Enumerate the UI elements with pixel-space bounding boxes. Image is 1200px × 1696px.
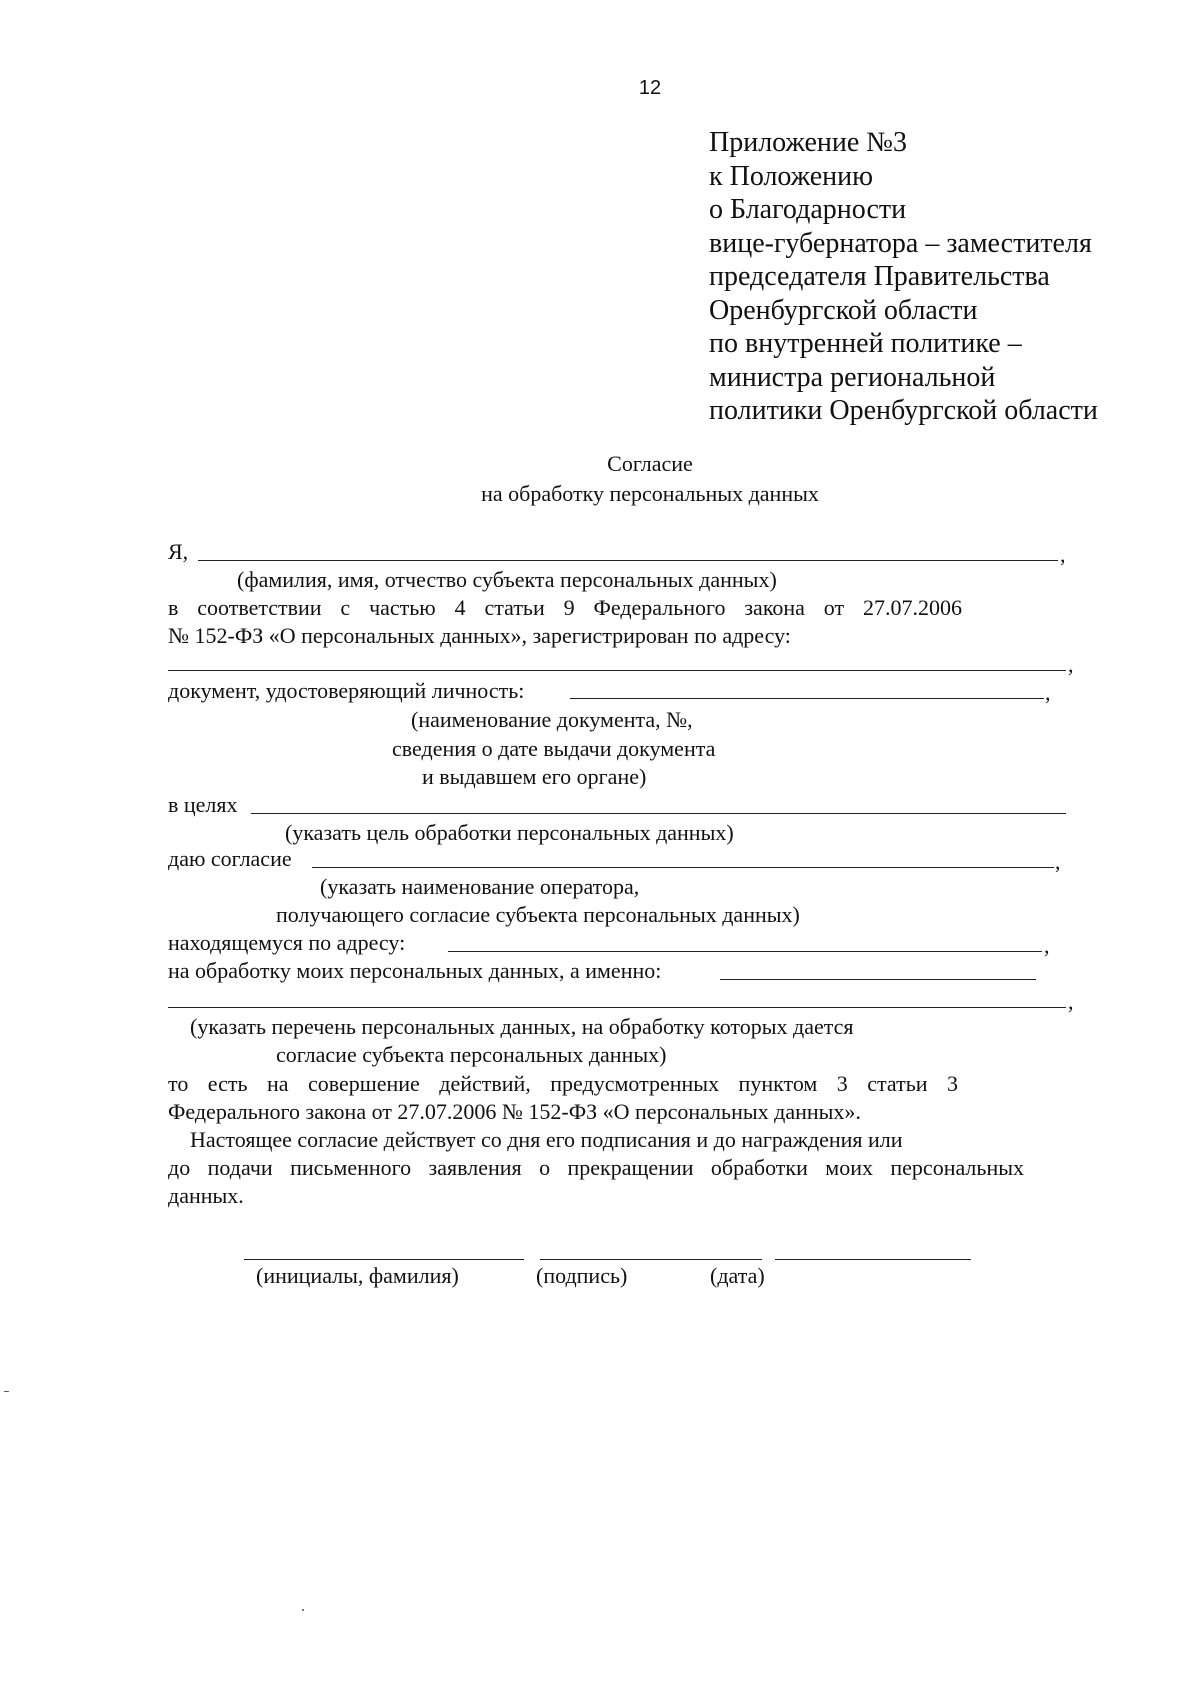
comma: , [1068,989,1074,1014]
document-hint-line: сведения о дате выдачи документа [392,736,716,761]
identity-document-field-line[interactable] [570,698,1044,699]
date-field-line[interactable] [775,1259,971,1260]
purpose-field-line[interactable] [251,813,1066,814]
appendix-line: Оренбургской области [709,294,978,326]
personal-data-list-field-line[interactable] [168,1007,1066,1008]
document-hint-line: и выдавшем его органе) [422,764,647,789]
law-reference-address: № 152-ФЗ «О персональных данных», зарегистрирован по адресу: [168,623,791,648]
comma: , [1045,680,1051,705]
i-label: Я, [168,539,189,564]
identity-document-label: документ, удостоверяющий личность: [168,678,525,703]
purpose-hint: (указать цель обработки персональных данных) [285,820,734,845]
scan-speck [4,1391,9,1392]
appendix-line: вице-губернатора – заместителя [709,227,1092,259]
appendix-line: политики Оренбургской области [709,395,1098,426]
signature-field-line[interactable] [540,1259,762,1260]
personal-data-hint-line: согласие субъекта персональных данных) [276,1042,667,1067]
personal-data-label: на обработку моих персональных данных, а именно: [168,958,662,983]
document-title: Согласие [607,451,693,476]
appendix-line: министра региональной [709,361,996,393]
personal-data-hint-line: (указать перечень персональных данных, на обработку которых дается [190,1014,854,1039]
appendix-line: к Положению [709,160,874,192]
comma: , [1068,652,1074,677]
initials-caption: (инициалы, фамилия) [256,1263,459,1288]
operator-hint-line: (указать наименование оператора, [320,874,640,899]
operator-address-field-line[interactable] [448,951,1042,952]
fio-hint: (фамилия, имя, отчество субъекта персональных данных) [237,567,777,592]
validity-line: до подачи письменного заявления о прекращении обработки моих персональных [168,1155,1024,1180]
operator-hint-line: получающего согласие субъекта персональных данных) [276,902,800,927]
validity-line: данных. [168,1183,244,1208]
comma: , [1044,933,1050,958]
appendix-line: Приложение №3 [709,127,907,158]
appendix-line: председателя Правительства [709,261,1050,292]
validity-line: Настоящее согласие действует со дня его подписания и до награждения или [190,1127,903,1152]
document-subtitle: на обработку персональных данных [481,481,819,506]
comma: , [1060,542,1066,567]
date-caption: (дата) [710,1263,765,1288]
appendix-header [709,126,1098,428]
law-reference-line: в соответствии с частью 4 статьи 9 Федерального закона от 27.07.2006 [168,595,962,620]
document-hint-line: (наименование документа, №, [411,707,693,732]
purpose-label: в целях [168,792,238,817]
fio-field-line[interactable] [198,560,1058,561]
actions-line: то есть на совершение действий, предусмотренных пунктом 3 статьи 3 [168,1071,958,1096]
operator-address-label: находящемуся по адресу: [168,930,406,955]
actions-line: Федерального закона от 27.07.2006 № 152-ФЗ «О персональных данных». [168,1099,861,1124]
consent-label: даю согласие [168,846,292,871]
comma: , [1055,849,1061,874]
scan-speck [302,1609,304,1611]
signature-caption: (подпись) [536,1263,628,1288]
initials-field-line[interactable] [244,1259,524,1260]
page-number: 12 [638,77,662,99]
appendix-line: о Благодарности [709,194,907,225]
personal-data-field-line[interactable] [720,979,1036,980]
address-field-line[interactable] [168,670,1066,671]
operator-field-line[interactable] [312,867,1054,868]
appendix-line: по внутренней политике – [709,328,1022,359]
